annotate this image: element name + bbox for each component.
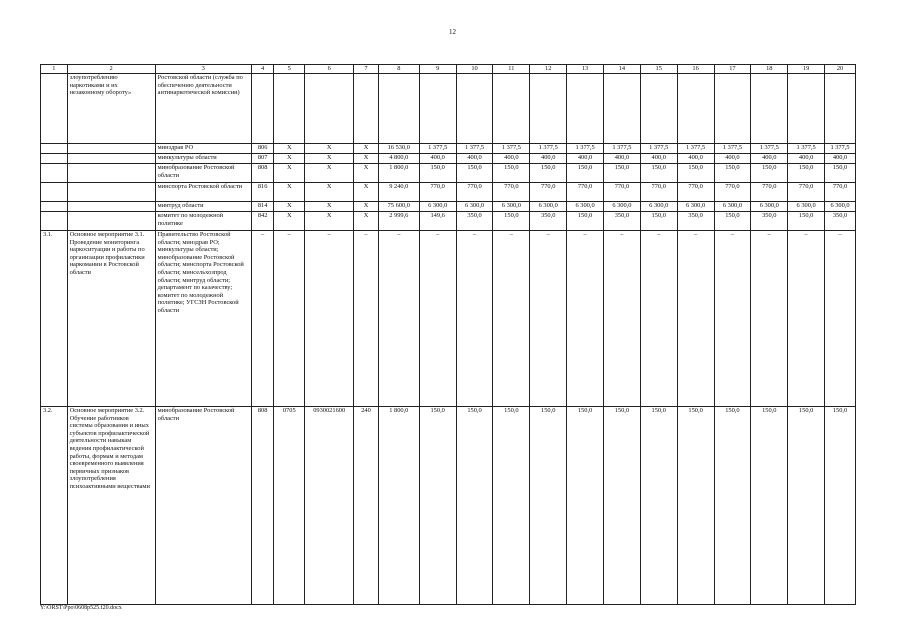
table-row xyxy=(41,212,856,231)
value-cell: 6 300,0 xyxy=(567,202,604,212)
value-cell: 150,0 xyxy=(788,212,825,231)
value-cell: – xyxy=(456,231,493,407)
column-number: 10 xyxy=(456,65,493,74)
value-cell: Х xyxy=(274,144,305,154)
value-cell: 1 377,5 xyxy=(825,144,856,154)
value-cell: 6 300,0 xyxy=(677,202,714,212)
value-cell: 400,0 xyxy=(677,154,714,164)
value-cell: – xyxy=(530,231,567,407)
value-cell: 770,0 xyxy=(419,183,456,202)
executor-cell: минздрав РО xyxy=(155,144,251,154)
value-cell: – xyxy=(378,231,419,407)
value-cell: 770,0 xyxy=(677,183,714,202)
value-cell: 808 xyxy=(251,407,274,605)
activity-name-cell: злоупотреблению наркотиками и их незаконному обороту» xyxy=(67,74,155,144)
value-cell: Х xyxy=(305,144,354,154)
value-cell: 770,0 xyxy=(825,183,856,202)
column-number: 2 xyxy=(67,65,155,74)
value-cell: 770,0 xyxy=(751,183,788,202)
value-cell: – xyxy=(251,231,274,407)
value-cell: 770,0 xyxy=(493,183,530,202)
value-cell: 400,0 xyxy=(567,154,604,164)
value-cell: 9 240,0 xyxy=(378,183,419,202)
value-cell: 150,0 xyxy=(567,212,604,231)
value-cell xyxy=(274,74,305,144)
value-cell: – xyxy=(274,231,305,407)
value-cell: 842 xyxy=(251,212,274,231)
value-cell: 1 377,5 xyxy=(714,144,751,154)
value-cell: 770,0 xyxy=(530,183,567,202)
value-cell: 400,0 xyxy=(751,154,788,164)
activity-name-cell: Основное мероприятие 3.1. Проведение мониторинга наркоситуации и работы по организации профилактики наркомании в Ростовской области xyxy=(67,231,155,407)
value-cell: 1 377,5 xyxy=(567,144,604,154)
value-cell xyxy=(567,74,604,144)
activity-name-cell xyxy=(67,154,155,164)
column-number: 18 xyxy=(751,65,788,74)
column-number: 8 xyxy=(378,65,419,74)
budget-table xyxy=(40,64,856,605)
row-number-cell xyxy=(41,144,68,154)
value-cell: Х xyxy=(274,164,305,183)
value-cell: 350,0 xyxy=(751,212,788,231)
executor-cell: Ростовской области (служба по обеспечению деятельности антинаркотической комиссии) xyxy=(155,74,251,144)
value-cell: 1 377,5 xyxy=(603,144,640,154)
value-cell: – xyxy=(567,231,604,407)
value-cell: Х xyxy=(354,164,379,183)
value-cell: 400,0 xyxy=(714,154,751,164)
column-number: 20 xyxy=(825,65,856,74)
value-cell: Х xyxy=(354,183,379,202)
value-cell: Х xyxy=(305,164,354,183)
value-cell: 400,0 xyxy=(456,154,493,164)
value-cell: – xyxy=(640,231,677,407)
value-cell: 6 300,0 xyxy=(419,202,456,212)
value-cell: 240 xyxy=(354,407,379,605)
column-number: 4 xyxy=(251,65,274,74)
column-number-row xyxy=(41,65,856,74)
value-cell: Х xyxy=(305,154,354,164)
value-cell: 6 300,0 xyxy=(788,202,825,212)
table-row xyxy=(41,144,856,154)
value-cell: 400,0 xyxy=(530,154,567,164)
value-cell: 150,0 xyxy=(567,164,604,183)
row-number-cell xyxy=(41,74,68,144)
value-cell: 150,0 xyxy=(714,212,751,231)
value-cell: – xyxy=(305,231,354,407)
executor-cell: минспорта Ростовской области xyxy=(155,183,251,202)
value-cell: 808 xyxy=(251,164,274,183)
value-cell: – xyxy=(493,231,530,407)
value-cell: – xyxy=(751,231,788,407)
value-cell: 770,0 xyxy=(640,183,677,202)
table-row xyxy=(41,154,856,164)
value-cell xyxy=(354,74,379,144)
value-cell: 1 377,5 xyxy=(493,144,530,154)
value-cell: 770,0 xyxy=(603,183,640,202)
value-cell: 150,0 xyxy=(419,407,456,605)
value-cell: 150,0 xyxy=(714,164,751,183)
value-cell xyxy=(640,74,677,144)
executor-cell: комитет по молодежной политике xyxy=(155,212,251,231)
value-cell: – xyxy=(419,231,456,407)
value-cell: – xyxy=(714,231,751,407)
value-cell: 150,0 xyxy=(677,407,714,605)
value-cell: 150,0 xyxy=(640,212,677,231)
column-number: 17 xyxy=(714,65,751,74)
column-number: 5 xyxy=(274,65,305,74)
executor-cell: минтруд области xyxy=(155,202,251,212)
value-cell: 1 377,5 xyxy=(640,144,677,154)
value-cell: Х xyxy=(274,212,305,231)
value-cell: 150,0 xyxy=(714,407,751,605)
value-cell: 150,0 xyxy=(677,164,714,183)
column-number: 3 xyxy=(155,65,251,74)
value-cell: 6 300,0 xyxy=(493,202,530,212)
value-cell: 6 300,0 xyxy=(456,202,493,212)
activity-name-cell xyxy=(67,183,155,202)
page-number: 12 xyxy=(449,28,456,36)
table-row xyxy=(41,231,856,407)
value-cell: 150,0 xyxy=(493,164,530,183)
value-cell: 814 xyxy=(251,202,274,212)
row-number-cell xyxy=(41,183,68,202)
row-number-cell: 3.2. xyxy=(41,407,68,605)
table-row xyxy=(41,164,856,183)
value-cell: 150,0 xyxy=(603,407,640,605)
activity-name-cell xyxy=(67,144,155,154)
executor-cell: Правительство Ростовской области; минздрав РО; минкультуры области; минобразование Ростовской области; минспорта Ростовской области; минсельхозпрод области; минтруд области; департамент по казачеству; комитет по молодежной политике; УГСЗН Ростовской области xyxy=(155,231,251,407)
value-cell: 770,0 xyxy=(456,183,493,202)
value-cell: 350,0 xyxy=(603,212,640,231)
value-cell: 150,0 xyxy=(456,407,493,605)
value-cell: Х xyxy=(274,183,305,202)
value-cell: 150,0 xyxy=(788,407,825,605)
activity-name-cell xyxy=(67,202,155,212)
value-cell: 2 999,6 xyxy=(378,212,419,231)
value-cell: – xyxy=(603,231,640,407)
value-cell: Х xyxy=(305,183,354,202)
value-cell xyxy=(603,74,640,144)
value-cell: 150,0 xyxy=(825,164,856,183)
value-cell: 150,0 xyxy=(751,407,788,605)
value-cell: Х xyxy=(354,212,379,231)
value-cell: 1 800,0 xyxy=(378,407,419,605)
row-number-cell: 3.1. xyxy=(41,231,68,407)
value-cell: 350,0 xyxy=(825,212,856,231)
value-cell: 806 xyxy=(251,144,274,154)
value-cell xyxy=(419,74,456,144)
value-cell: 150,0 xyxy=(419,164,456,183)
value-cell: – xyxy=(677,231,714,407)
value-cell: 400,0 xyxy=(640,154,677,164)
value-cell: 150,0 xyxy=(603,164,640,183)
table-row xyxy=(41,407,856,605)
value-cell: – xyxy=(788,231,825,407)
value-cell: 6 300,0 xyxy=(603,202,640,212)
value-cell: – xyxy=(354,231,379,407)
value-cell: 0705 xyxy=(274,407,305,605)
column-number: 19 xyxy=(788,65,825,74)
value-cell: Х xyxy=(274,202,305,212)
value-cell: 0930021600 xyxy=(305,407,354,605)
row-number-cell xyxy=(41,212,68,231)
value-cell: Х xyxy=(354,154,379,164)
file-path: Y:\ORST\Ppo\0608p525.f20.docx xyxy=(40,605,122,611)
value-cell: 770,0 xyxy=(567,183,604,202)
value-cell: 807 xyxy=(251,154,274,164)
value-cell: 400,0 xyxy=(788,154,825,164)
table-row xyxy=(41,183,856,202)
value-cell: 150,0 xyxy=(751,164,788,183)
value-cell xyxy=(493,74,530,144)
value-cell: 350,0 xyxy=(456,212,493,231)
row-number-cell xyxy=(41,202,68,212)
value-cell xyxy=(714,74,751,144)
value-cell: Х xyxy=(354,202,379,212)
value-cell: 150,0 xyxy=(456,164,493,183)
value-cell: 6 300,0 xyxy=(751,202,788,212)
value-cell xyxy=(456,74,493,144)
value-cell: 149,6 xyxy=(419,212,456,231)
table-row xyxy=(41,202,856,212)
value-cell: 16 530,0 xyxy=(378,144,419,154)
value-cell xyxy=(788,74,825,144)
row-number-cell xyxy=(41,154,68,164)
value-cell: Х xyxy=(354,144,379,154)
value-cell: 400,0 xyxy=(419,154,456,164)
value-cell: 150,0 xyxy=(788,164,825,183)
value-cell: 400,0 xyxy=(493,154,530,164)
value-cell: 150,0 xyxy=(640,407,677,605)
value-cell xyxy=(378,74,419,144)
value-cell: 400,0 xyxy=(603,154,640,164)
value-cell xyxy=(751,74,788,144)
activity-name-cell: Основное мероприятие 3.2. Обучение работников системы образования и иных субъектов профилактической деятельности навыкам ведения профилактической работы, формам и методам своевременного выявления первичных признаков злоупотребления психоактивными веществами xyxy=(67,407,155,605)
value-cell xyxy=(825,74,856,144)
value-cell: 150,0 xyxy=(567,407,604,605)
value-cell: 770,0 xyxy=(788,183,825,202)
value-cell: Х xyxy=(274,154,305,164)
executor-cell: минобразование Ростовской области xyxy=(155,407,251,605)
value-cell: 770,0 xyxy=(714,183,751,202)
column-number: 11 xyxy=(493,65,530,74)
column-number: 7 xyxy=(354,65,379,74)
value-cell xyxy=(305,74,354,144)
executor-cell: минкультуры области xyxy=(155,154,251,164)
value-cell: 150,0 xyxy=(530,407,567,605)
table-row xyxy=(41,74,856,144)
value-cell xyxy=(530,74,567,144)
value-cell: 350,0 xyxy=(677,212,714,231)
column-number: 12 xyxy=(530,65,567,74)
value-cell: 816 xyxy=(251,183,274,202)
column-number: 13 xyxy=(567,65,604,74)
row-number-cell xyxy=(41,164,68,183)
value-cell: – xyxy=(825,231,856,407)
value-cell xyxy=(251,74,274,144)
value-cell: 150,0 xyxy=(640,164,677,183)
value-cell: 150,0 xyxy=(825,407,856,605)
value-cell: 75 600,0 xyxy=(378,202,419,212)
value-cell: 150,0 xyxy=(530,164,567,183)
value-cell: 150,0 xyxy=(493,407,530,605)
executor-cell: минобразование Ростовской области xyxy=(155,164,251,183)
activity-name-cell xyxy=(67,164,155,183)
value-cell: Х xyxy=(305,212,354,231)
value-cell: 400,0 xyxy=(825,154,856,164)
column-number: 16 xyxy=(677,65,714,74)
value-cell: 1 377,5 xyxy=(751,144,788,154)
value-cell: 1 377,5 xyxy=(456,144,493,154)
column-number: 1 xyxy=(41,65,68,74)
value-cell: Х xyxy=(305,202,354,212)
activity-name-cell xyxy=(67,212,155,231)
value-cell: 6 300,0 xyxy=(640,202,677,212)
value-cell: 1 377,5 xyxy=(530,144,567,154)
value-cell: 6 300,0 xyxy=(825,202,856,212)
value-cell: 1 800,0 xyxy=(378,164,419,183)
value-cell: 1 377,5 xyxy=(677,144,714,154)
value-cell: 1 377,5 xyxy=(419,144,456,154)
value-cell: 350,0 xyxy=(530,212,567,231)
value-cell: 1 377,5 xyxy=(788,144,825,154)
column-number: 9 xyxy=(419,65,456,74)
value-cell: 150,0 xyxy=(493,212,530,231)
value-cell: 6 300,0 xyxy=(714,202,751,212)
value-cell: 6 300,0 xyxy=(530,202,567,212)
value-cell: 4 800,0 xyxy=(378,154,419,164)
value-cell xyxy=(677,74,714,144)
column-number: 14 xyxy=(603,65,640,74)
column-number: 15 xyxy=(640,65,677,74)
column-number: 6 xyxy=(305,65,354,74)
